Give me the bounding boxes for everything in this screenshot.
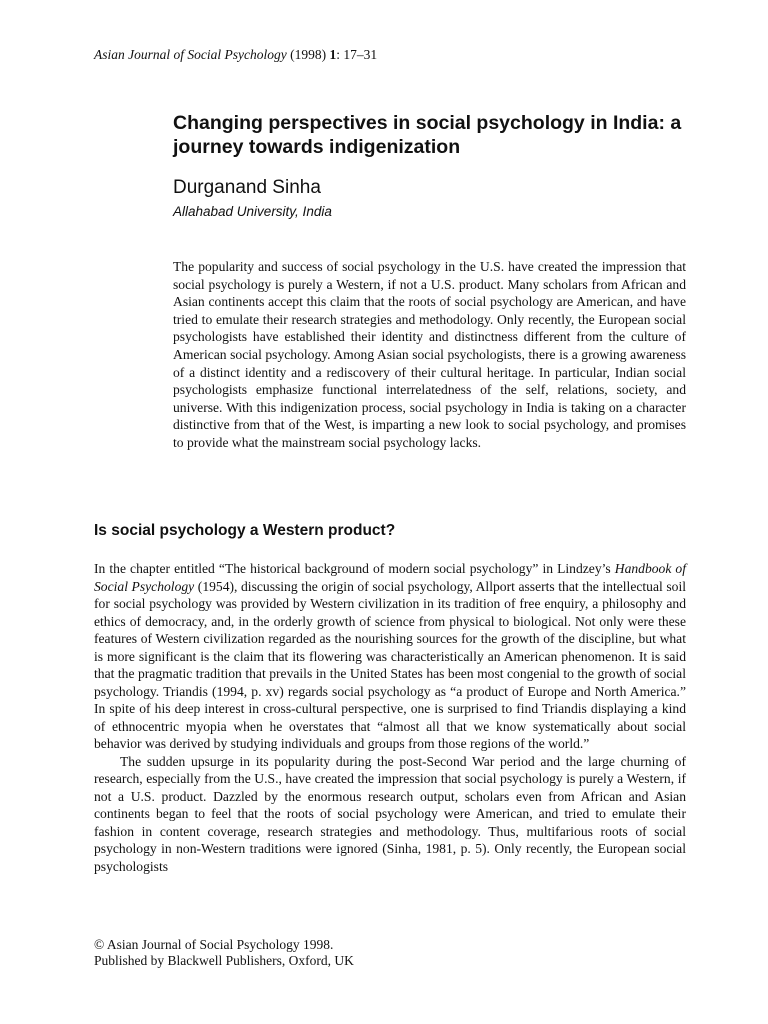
paragraph-1-rest: (1954), discussing the origin of social psychology, Allport asserts that the intellectual soil for social psychology was provided by Western civilization in its tradition of free enquiry, a philosophy and ethics of democracy, and, in the orderly growth of science from physical to biological. Not only were these features of Western civilization regarded as the nourishing sources for the growth of the discipline, but what is more significant is the claim that its flowering was characteristically an American phenomenon. It is said that the pragmatic tradition that prevails in the United States has been most congenial to the growth of social psychology. Triandis (1994, p. xv) regards social psychology as “a product of Europe and North America.” In spite of his deep interest in cross-cultural perspective, one is surprised to find Triandis displaying a kind of ethnocentric myopia when he overstates that “almost all that we know systematically about social behavior was derived by studying individuals and groups from those regions of the world.” (94, 578, 686, 751)
body-text (94, 560, 686, 875)
journal-name: Asian Journal of Social Psychology (94, 47, 287, 62)
body-paragraph-2: The sudden upsurge in its popularity during the post-Second War period and the large churning of research, especially from the U.S., have created the impression that social psychology is purely a Western, if not a U.S. product. Dazzled by the enormous research output, scholars even from African and Asian continents began to feel that the roots of social psychology were American, and tried to emulate their fashion in content coverage, research strategies and methodology. Thus, multifarious roots of social psychology in non-Western traditions were ignored (Sinha, 1981, p. 5). Only recently, the European social psychologists (94, 753, 686, 874)
section-heading: Is social psychology a Western product? (94, 522, 396, 539)
copyright-line: © Asian Journal of Social Psychology 1998. (94, 937, 334, 952)
author-affiliation: Allahabad University, India (173, 204, 332, 219)
journal-volume: 1 (329, 47, 337, 62)
author-name: Durganand Sinha (173, 177, 321, 198)
abstract: The popularity and success of social psychology in the U.S. have created the impression that social psychology is purely a Western, if not a U.S. product. Many scholars from African and Asian continents accept this claim that the roots of social psychology are American, and have tried to emulate their research strategies and methodology. Only recently, the European social psychologists have established their identity and distinctness different from the culture of American social psychology. Among Asian social psychologists, there is a growing awareness of a distinct identity and a rediscovery of their cultural heritage. In particular, Indian social psychologists emphasize functional interrelatedness of the self, relations, society, and universe. With this indigenization process, social psychology in India is taking on a character distinctive from that of the West, is imparting a new look to social psychology, and promises to provide what the mainstream social psychology lacks. (173, 259, 686, 450)
body-paragraph-1 (94, 560, 686, 753)
journal-year: (1998) (290, 47, 327, 62)
article-title: Changing perspectives in social psychology in India: a journey towards indigenization (173, 112, 682, 158)
publisher-line: Published by Blackwell Publishers, Oxford, UK (94, 953, 354, 968)
journal-pages: : 17–31 (336, 47, 378, 62)
cited-book-title: Handbook of Social Psychology (94, 561, 687, 594)
copyright-footer (94, 937, 354, 969)
paragraph-1-start: In the chapter entitled “The historical background of modern social psychology” in Lindzey’s (94, 561, 615, 576)
journal-citation-header (94, 47, 377, 63)
